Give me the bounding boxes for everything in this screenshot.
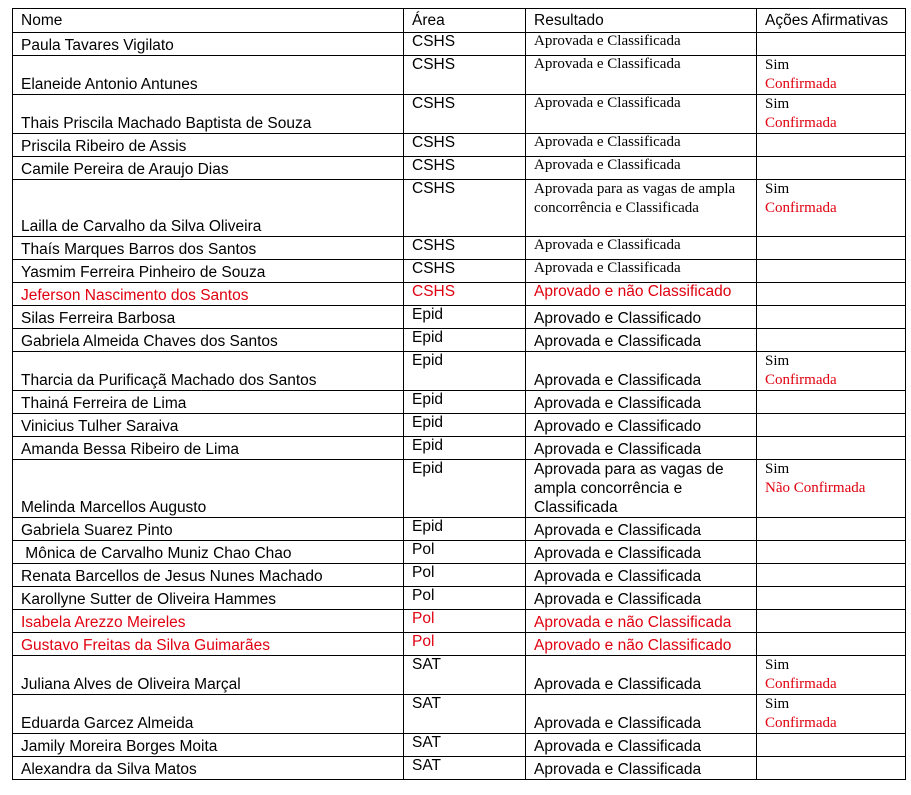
cell-nome: Mônica de Carvalho Muniz Chao Chao	[13, 541, 404, 564]
cell-nome: Melinda Marcellos Augusto	[13, 460, 404, 518]
cell-resultado: Aprovado e não Classificado	[526, 283, 757, 306]
affirmative-status: Confirmada	[765, 200, 837, 216]
cell-area: Epid	[404, 306, 526, 329]
cell-area: SAT	[404, 757, 526, 780]
cell-area: CSHS	[404, 260, 526, 283]
table-row	[13, 757, 906, 780]
affirmative-status: Confirmada	[765, 372, 837, 388]
results-table	[12, 8, 906, 780]
cell-resultado: Aprovada e Classificada	[526, 564, 757, 587]
table-row	[13, 134, 906, 157]
cell-area: CSHS	[404, 157, 526, 180]
cell-area: Epid	[404, 329, 526, 352]
cell-resultado: Aprovada e Classificada	[526, 134, 757, 157]
table-row	[13, 33, 906, 56]
cell-acoes	[757, 414, 906, 437]
table-row	[13, 734, 906, 757]
cell-area: CSHS	[404, 237, 526, 260]
affirmative-sim: Sim	[765, 657, 790, 673]
cell-nome: Thainá Ferreira de Lima	[13, 391, 404, 414]
cell-nome: Isabela Arezzo Meireles	[13, 610, 404, 633]
cell-nome: Tharcia da Purificaçã Machado dos Santos	[13, 352, 404, 391]
affirmative-sim: Sim	[765, 461, 790, 477]
cell-resultado: Aprovada e Classificada	[526, 260, 757, 283]
cell-area: Pol	[404, 564, 526, 587]
table-row	[13, 656, 906, 695]
cell-acoes	[757, 695, 906, 734]
table-row	[13, 157, 906, 180]
cell-area: CSHS	[404, 134, 526, 157]
table-row	[13, 352, 906, 391]
cell-area: SAT	[404, 656, 526, 695]
cell-area: Epid	[404, 414, 526, 437]
affirmative-sim: Sim	[765, 696, 790, 712]
table-row	[13, 306, 906, 329]
cell-area: Epid	[404, 391, 526, 414]
table-row	[13, 437, 906, 460]
affirmative-sim: Sim	[765, 353, 790, 369]
header-area: Área	[404, 9, 526, 33]
cell-acoes	[757, 757, 906, 780]
header-row	[13, 9, 906, 33]
cell-resultado: Aprovada e Classificada	[526, 95, 757, 134]
cell-nome: Paula Tavares Vigilato	[13, 33, 404, 56]
cell-acoes	[757, 656, 906, 695]
header-resultado: Resultado	[526, 9, 757, 33]
cell-nome: Renata Barcellos de Jesus Nunes Machado	[13, 564, 404, 587]
cell-nome: Jamily Moreira Borges Moita	[13, 734, 404, 757]
table-row	[13, 237, 906, 260]
cell-resultado: Aprovada e Classificada	[526, 587, 757, 610]
table-row	[13, 564, 906, 587]
cell-acoes	[757, 329, 906, 352]
affirmative-sim: Sim	[765, 57, 790, 73]
cell-acoes	[757, 610, 906, 633]
cell-acoes	[757, 56, 906, 95]
table-row	[13, 460, 906, 518]
cell-resultado: Aprovada e Classificada	[526, 237, 757, 260]
cell-nome: Silas Ferreira Barbosa	[13, 306, 404, 329]
cell-acoes	[757, 95, 906, 134]
cell-acoes	[757, 518, 906, 541]
affirmative-status: Confirmada	[765, 115, 837, 131]
cell-resultado: Aprovada e Classificada	[526, 157, 757, 180]
cell-resultado: Aprovada e Classificada	[526, 352, 757, 391]
cell-acoes	[757, 134, 906, 157]
cell-resultado: Aprovada e Classificada	[526, 437, 757, 460]
cell-resultado: Aprovada e Classificada	[526, 329, 757, 352]
cell-resultado: Aprovada e Classificada	[526, 734, 757, 757]
cell-acoes	[757, 437, 906, 460]
cell-nome: Karollyne Sutter de Oliveira Hammes	[13, 587, 404, 610]
cell-acoes	[757, 391, 906, 414]
table-row	[13, 180, 906, 237]
affirmative-status: Confirmada	[765, 676, 837, 692]
affirmative-status: Não Confirmada	[765, 480, 866, 496]
cell-area: SAT	[404, 734, 526, 757]
table-row	[13, 610, 906, 633]
cell-acoes	[757, 564, 906, 587]
cell-acoes	[757, 33, 906, 56]
cell-acoes	[757, 180, 906, 237]
table-row	[13, 283, 906, 306]
cell-area: Pol	[404, 633, 526, 656]
cell-resultado: Aprovada para as vagas de ampla concorrência e Classificada	[526, 460, 757, 518]
cell-acoes	[757, 306, 906, 329]
cell-area: SAT	[404, 695, 526, 734]
cell-acoes	[757, 157, 906, 180]
table-row	[13, 56, 906, 95]
cell-nome: Gabriela Almeida Chaves dos Santos	[13, 329, 404, 352]
cell-acoes	[757, 352, 906, 391]
cell-nome: Eduarda Garcez Almeida	[13, 695, 404, 734]
table-row	[13, 391, 906, 414]
cell-area: CSHS	[404, 56, 526, 95]
header-nome: Nome	[13, 9, 404, 33]
cell-resultado: Aprovada e Classificada	[526, 541, 757, 564]
cell-nome: Lailla de Carvalho da Silva Oliveira	[13, 180, 404, 237]
cell-resultado: Aprovado e não Classificado	[526, 633, 757, 656]
cell-acoes	[757, 633, 906, 656]
cell-area: CSHS	[404, 283, 526, 306]
cell-nome: Thais Priscila Machado Baptista de Souza	[13, 95, 404, 134]
cell-acoes	[757, 587, 906, 610]
cell-nome: Amanda Bessa Ribeiro de Lima	[13, 437, 404, 460]
table-row	[13, 541, 906, 564]
affirmative-status: Confirmada	[765, 715, 837, 731]
cell-area: Epid	[404, 460, 526, 518]
table-row	[13, 695, 906, 734]
cell-area: CSHS	[404, 180, 526, 237]
cell-resultado: Aprovada para as vagas de ampla concorrência e Classificada	[526, 180, 757, 237]
cell-resultado: Aprovada e não Classificada	[526, 610, 757, 633]
cell-resultado: Aprovada e Classificada	[526, 391, 757, 414]
cell-nome: Elaneide Antonio Antunes	[13, 56, 404, 95]
cell-acoes	[757, 541, 906, 564]
cell-nome: Gabriela Suarez Pinto	[13, 518, 404, 541]
cell-area: Epid	[404, 352, 526, 391]
cell-nome: Gustavo Freitas da Silva Guimarães	[13, 633, 404, 656]
cell-resultado: Aprovada e Classificada	[526, 695, 757, 734]
cell-nome: Camile Pereira de Araujo Dias	[13, 157, 404, 180]
cell-resultado: Aprovada e Classificada	[526, 33, 757, 56]
cell-area: Epid	[404, 437, 526, 460]
table-row	[13, 329, 906, 352]
table-row	[13, 587, 906, 610]
cell-resultado: Aprovada e Classificada	[526, 518, 757, 541]
cell-area: CSHS	[404, 95, 526, 134]
cell-nome: Thaís Marques Barros dos Santos	[13, 237, 404, 260]
cell-nome: Jeferson Nascimento dos Santos	[13, 283, 404, 306]
cell-resultado: Aprovada e Classificada	[526, 56, 757, 95]
affirmative-status: Confirmada	[765, 76, 837, 92]
table-row	[13, 518, 906, 541]
cell-nome: Priscila Ribeiro de Assis	[13, 134, 404, 157]
cell-nome: Juliana Alves de Oliveira Marçal	[13, 656, 404, 695]
cell-area: Pol	[404, 587, 526, 610]
cell-acoes	[757, 283, 906, 306]
header-acoes: Ações Afirmativas	[757, 9, 906, 33]
cell-resultado: Aprovado e Classificado	[526, 306, 757, 329]
cell-nome: Alexandra da Silva Matos	[13, 757, 404, 780]
cell-acoes	[757, 734, 906, 757]
cell-acoes	[757, 260, 906, 283]
affirmative-sim: Sim	[765, 96, 790, 112]
cell-area: CSHS	[404, 33, 526, 56]
cell-area: Epid	[404, 518, 526, 541]
cell-area: Pol	[404, 610, 526, 633]
cell-resultado: Aprovada e Classificada	[526, 656, 757, 695]
cell-area: Pol	[404, 541, 526, 564]
table-row	[13, 95, 906, 134]
cell-resultado: Aprovado e Classificado	[526, 414, 757, 437]
table-row	[13, 414, 906, 437]
cell-acoes	[757, 460, 906, 518]
affirmative-sim: Sim	[765, 181, 790, 197]
cell-nome: Yasmim Ferreira Pinheiro de Souza	[13, 260, 404, 283]
cell-resultado: Aprovada e Classificada	[526, 757, 757, 780]
table-row	[13, 260, 906, 283]
table-row	[13, 633, 906, 656]
cell-acoes	[757, 237, 906, 260]
cell-nome: Vinicius Tulher Saraiva	[13, 414, 404, 437]
